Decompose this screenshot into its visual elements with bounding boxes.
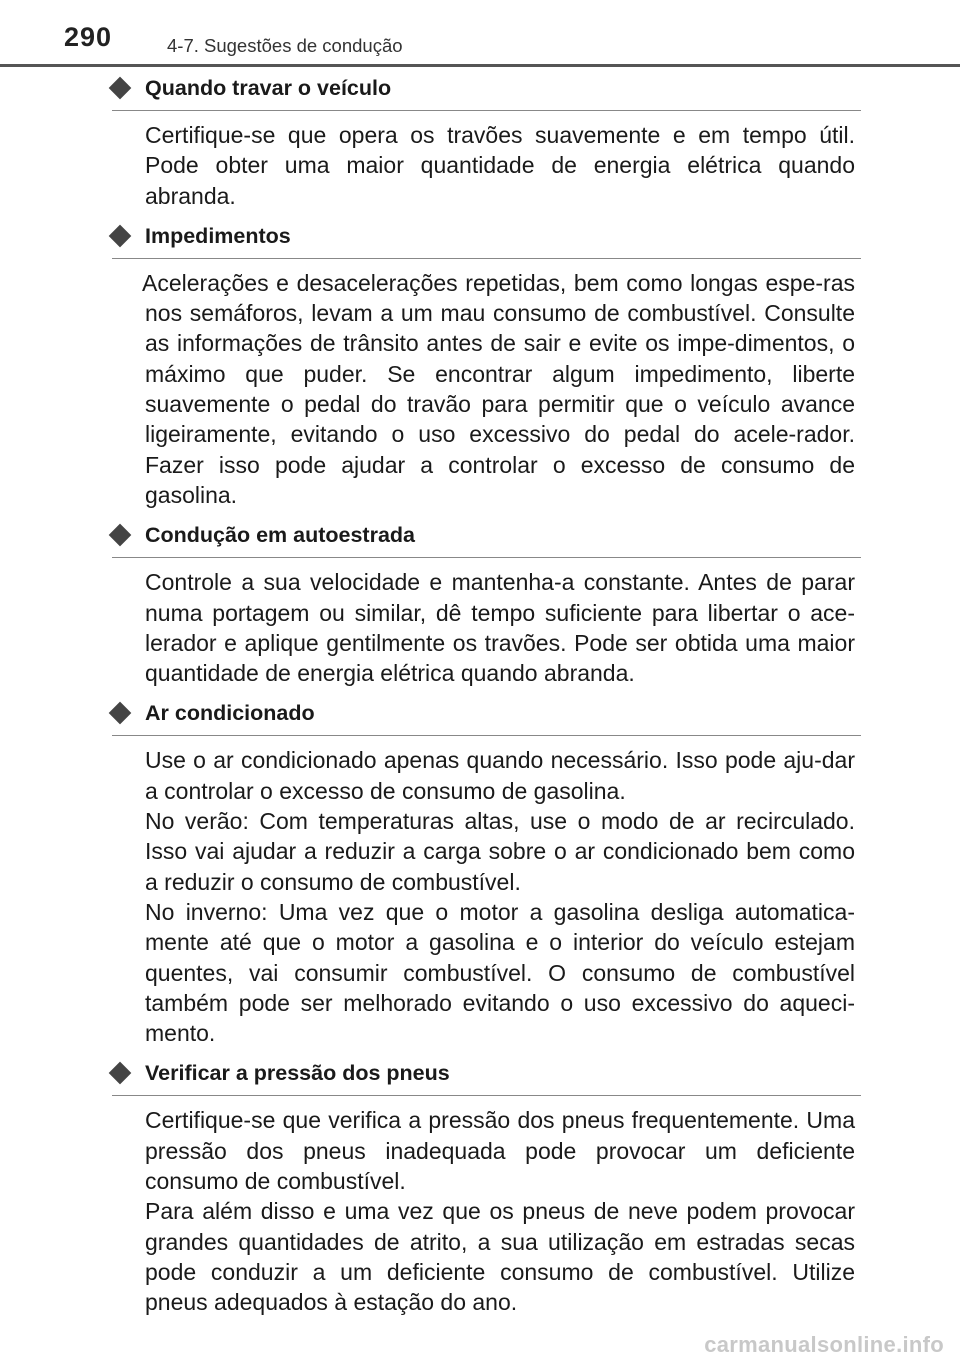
header-divider [0, 64, 960, 67]
topic-heading [112, 523, 861, 558]
diamond-bullet-icon [109, 702, 132, 725]
topic-body [0, 120, 960, 211]
paragraph: Acelerações e desacelerações repetidas, bem como longas espe-ras nos semáforos, levam a um mau consumo de combustível. Consulte as informações de trânsito antes de sair e evite os impe-dimentos, o máximo que puder. Se encontrar algum impedimento, liberte suavemente o pedal do travão para permitir que o veículo avance ligeiramente, evitando o uso excessivo do pedal do acele-rador. Fazer isso pode ajudar a controlar o excesso de consumo de gasolina. [142, 269, 855, 508]
topic-title: Ar condicionado [145, 701, 315, 726]
topic-body [0, 745, 960, 1048]
topic-highway-driving [0, 523, 960, 688]
diamond-bullet-icon [109, 1062, 132, 1085]
paragraph: No verão: Com temperaturas altas, use o modo de ar recirculado. Isso vai ajudar a reduzir a carga sobre o ar condicionado bem como a reduzir o consumo de combustível. [145, 808, 855, 895]
paragraph: Para além disso e uma vez que os pneus de neve podem provocar grandes quantidades de atrito, a sua utilização em estradas secas pode conduzir a um deficiente consumo de combustível. Utilize pneus adequados à estação do ano. [145, 1198, 855, 1316]
page-content [0, 76, 960, 1331]
diamond-bullet-icon [109, 77, 132, 100]
topic-title: Impedimentos [145, 223, 291, 248]
paragraph: Use o ar condicionado apenas quando necessário. Isso pode aju-dar a controlar o excesso de consumo de gasolina. [145, 747, 855, 804]
paragraph: Certifique-se que opera os travões suavemente e em tempo útil. Pode obter uma maior quantidade de energia elétrica quando abranda. [145, 122, 855, 209]
topic-heading [112, 1061, 861, 1096]
site-watermark: carmanualsonline.info [704, 1332, 944, 1357]
topic-body [0, 268, 960, 510]
topic-tire-pressure [0, 1061, 960, 1317]
topic-traffic-jams [0, 224, 960, 510]
topic-heading [112, 224, 861, 259]
topic-braking [0, 76, 960, 211]
section-title: 4-7. Sugestões de condução [167, 35, 403, 56]
paragraph: No inverno: Uma vez que o motor a gasolina desliga automatica-mente até que o motor a gasolina e o interior do veículo estejam quentes, vai consumir combustível. O consumo de combustível também pode ser melhorado evitando o uso excessivo do aqueci-mento. [145, 898, 855, 1047]
topic-title: Quando travar o veículo [145, 76, 392, 100]
topic-body [0, 567, 960, 688]
topic-heading [112, 701, 861, 736]
page-number: 290 [64, 22, 113, 52]
topic-title: Condução em autoestrada [145, 523, 415, 548]
topic-air-conditioning [0, 701, 960, 1048]
topic-body [0, 1105, 960, 1317]
diamond-bullet-icon [109, 524, 132, 547]
paragraph: Controle a sua velocidade e mantenha-a constante. Antes de parar numa portagem ou similar, dê tempo suficiente para libertar o ace-lerador e aplique gentilmente os travões. Pode ser obtida uma maior quantidade de energia elétrica quando abranda. [145, 569, 855, 687]
page-header [0, 0, 960, 66]
diamond-bullet-icon [109, 225, 132, 248]
topic-heading [112, 76, 861, 111]
paragraph: Certifique-se que verifica a pressão dos pneus frequentemente. Uma pressão dos pneus inadequada pode provocar um deficiente consumo de combustível. [145, 1107, 855, 1195]
topic-title: Verificar a pressão dos pneus [145, 1061, 450, 1086]
